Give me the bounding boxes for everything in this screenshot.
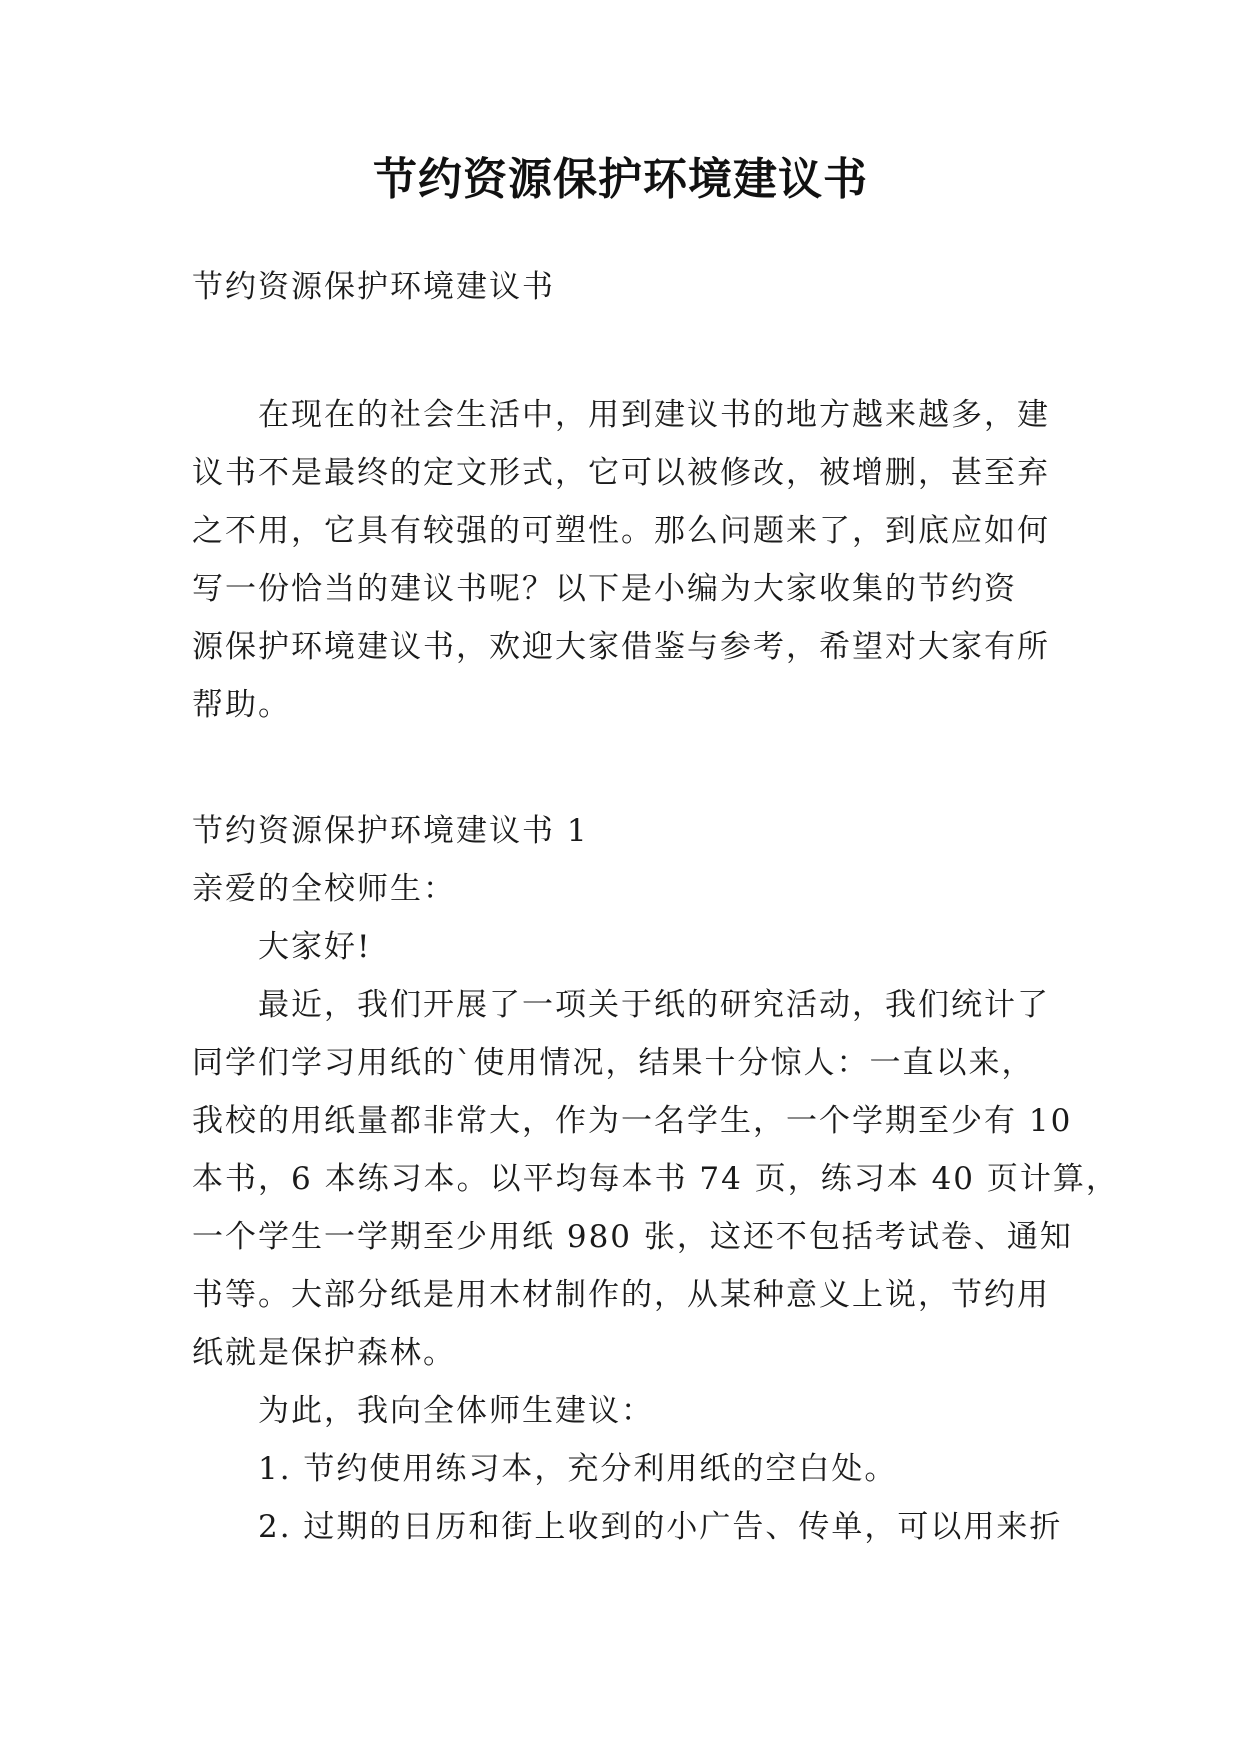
intro-line: 源保护环境建议书，欢迎大家借鉴与参考，希望对大家有所 [192, 629, 1050, 665]
body-paragraph [192, 976, 1119, 1382]
proposal-item: 1. 节约使用练习本，充分利用纸的空白处。 [258, 1451, 898, 1487]
spacer [192, 316, 1062, 386]
section-heading-paragraph [192, 802, 1062, 860]
intro-line: 帮助。 [192, 687, 291, 723]
proposal-intro-paragraph [192, 1382, 1062, 1440]
body-line: 一个学生一学期至少用纸 980 张，这还不包括考试卷、通知 [192, 1219, 1073, 1255]
document-title: 节约资源保护环境建议书 [373, 154, 868, 205]
intro-paragraph [192, 386, 1062, 734]
subtitle-paragraph [192, 258, 1062, 316]
intro-line: 议书不是最终的定文形式，它可以被修改，被增删，甚至弃 [192, 455, 1050, 491]
subtitle-line: 节约资源保护环境建议书 [192, 269, 555, 305]
body-line: 本书，6 本练习本。以平均每本书 74 页，练习本 40 页计算， [192, 1161, 1119, 1197]
proposal-list [192, 1440, 1062, 1556]
proposal-intro: 为此，我向全体师生建议： [258, 1393, 654, 1429]
section-heading: 节约资源保护环境建议书 1 [192, 813, 589, 849]
body-line: 书等。大部分纸是用木材制作的，从某种意义上说，节约用 [192, 1277, 1050, 1313]
salutation-paragraph [192, 860, 1062, 918]
proposal-item: 2. 过期的日历和街上收到的小广告、传单，可以用来折 [258, 1509, 1063, 1545]
intro-line: 写一份恰当的建议书呢？以下是小编为大家收集的节约资 [192, 571, 1017, 607]
greeting: 大家好! [258, 929, 372, 965]
salutation: 亲爱的全校师生： [192, 871, 456, 907]
intro-line: 在现在的社会生活中，用到建议书的地方越来越多，建 [258, 397, 1050, 433]
body-line: 我校的用纸量都非常大，作为一名学生，一个学期至少有 10 [192, 1103, 1073, 1139]
body-line: 纸就是保护森林。 [192, 1335, 456, 1371]
body-line: 最近，我们开展了一项关于纸的研究活动，我们统计了 [258, 987, 1050, 1023]
intro-line: 之不用，它具有较强的可塑性。那么问题来了，到底应如何 [192, 513, 1050, 549]
greeting-paragraph [192, 918, 1062, 976]
spacer [192, 734, 1062, 802]
body-line: 同学们学习用纸的`使用情况，结果十分惊人：一直以来， [192, 1045, 1035, 1081]
document-body [192, 258, 1119, 1556]
